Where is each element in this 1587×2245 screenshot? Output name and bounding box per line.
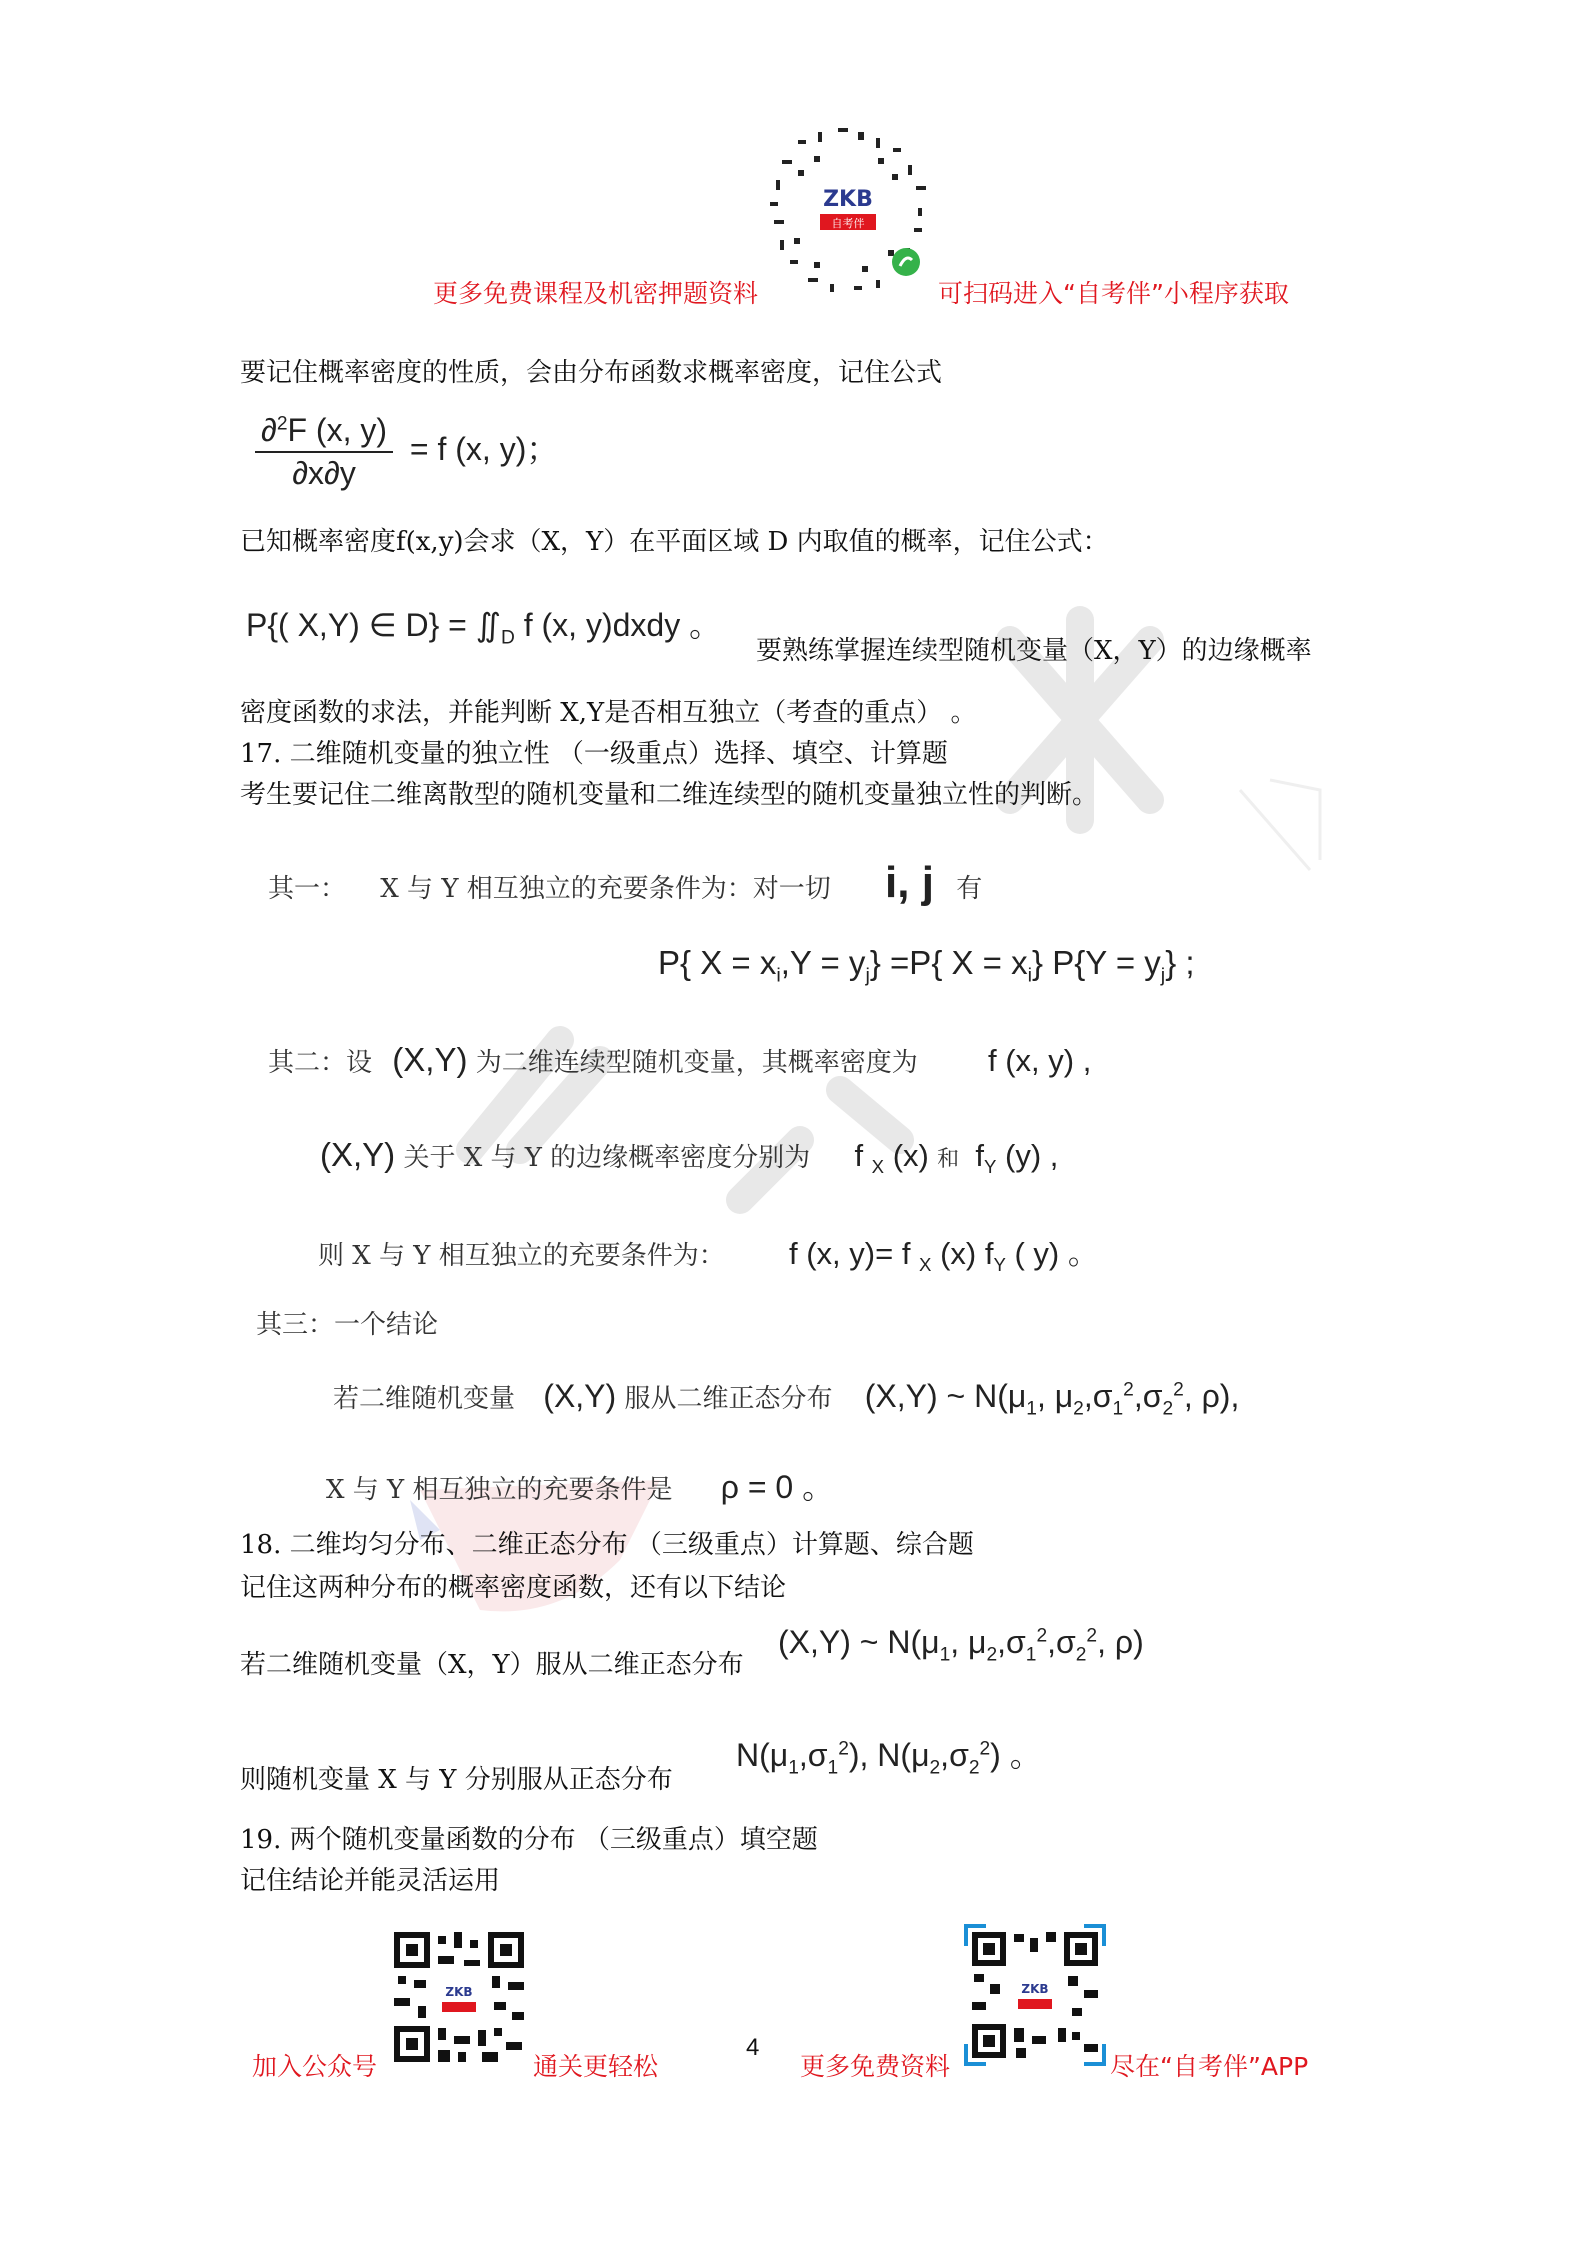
paragraph-3-tail: 要熟练掌握连续型随机变量（X，Y）的边缘概率	[756, 636, 1312, 666]
app-qr[interactable]	[964, 1924, 1106, 2066]
condition-two-line3: 则 X 与 Y 相互独立的充要条件为： f (x, y)= f $_X$ (x) $f_Y$ ( y) 。	[318, 1236, 1099, 1276]
footer-right-more: 更多免费资料	[800, 2052, 951, 2081]
condition-two-prefix: 其二：设	[268, 1048, 373, 1078]
mini-program-code[interactable]	[758, 120, 938, 300]
condition-three-obey: 服从二维正态分布	[624, 1384, 833, 1414]
condition-two-and: 和	[937, 1147, 960, 1172]
condition-two-text: 为二维连续型随机变量，其概率密度为	[475, 1048, 918, 1078]
condition-one	[268, 858, 982, 908]
formula-region-probability: P{( X,Y) ∈ $D\} = ∬_D$ f (x, y)dxdy 。	[246, 607, 722, 649]
condition-one-have: 有	[956, 874, 983, 904]
formula-bivariate-normal: (X,Y) ~ $N(\mu_1$, $\mu_2,\sigma_1^2,\sigma_2^2$, ρ)	[778, 1624, 1144, 1666]
condition-two-line3-text: 则 X 与 Y 相互独立的充要条件为：	[318, 1241, 725, 1271]
condition-two-line2: (X,Y) 关于 X 与 Y 的边缘概率密度分别为 f $_X$ (x) 和 $f_Y$ (y) ,	[320, 1136, 1059, 1178]
app-qr-code-icon	[964, 1924, 1106, 2066]
formula-discrete-independence: P{ $X = x_i,Y = y_j\} =P${ $X = x_i$} $P\{Y = y_j\}$ ;	[658, 944, 1195, 987]
svg-text:自考伴: 自考伴	[831, 217, 865, 230]
header-left-promo: 更多免费课程及机密押题资料	[433, 279, 759, 308]
qr-code-icon	[394, 1932, 524, 2062]
official-account-qr[interactable]	[394, 1932, 524, 2062]
page-number: 4	[746, 2034, 760, 2061]
condition-three-line2-text: X 与 Y 相互独立的充要条件是	[326, 1475, 673, 1505]
mini-program-code-icon	[758, 120, 938, 300]
section-19-desc: 记住结论并能灵活运用	[240, 1866, 501, 1896]
section-18-line1: 若二维随机变量（X，Y）服从二维正态分布	[240, 1650, 744, 1680]
svg-text:ZKB: ZKB	[445, 1985, 473, 1999]
footer-left-join: 加入公众号	[252, 2052, 378, 2081]
condition-three: 若二维随机变量 (X,Y) 服从二维正态分布 (X,Y) ~ $N(\mu_1$, $\mu_2,\sigma_1^2,\sigma_2^2$, ρ),	[333, 1378, 1240, 1420]
section-18-title: 18. 二维均匀分布、二维正态分布 （三级重点）计算题、综合题	[240, 1530, 974, 1560]
section-18-desc: 记住这两种分布的概率密度函数，还有以下结论	[240, 1573, 787, 1603]
condition-one-prefix: 其一：	[268, 874, 347, 904]
paragraph-4: 密度函数的求法，并能判断 X,Y是否相互独立（考查的重点） 。	[240, 698, 977, 728]
footer-right-app: 尽在“自考伴”APP	[1110, 2052, 1309, 2081]
condition-three-title: 其三：一个结论	[256, 1310, 439, 1340]
paragraph-2: 已知概率密度f(x,y)会求（X，Y）在平面区域 D 内取值的概率，记住公式：	[240, 527, 1109, 557]
condition-one-text: X 与 Y 相互独立的充要条件为：对一切	[380, 874, 831, 904]
condition-three-text: 若二维随机变量	[333, 1384, 516, 1414]
svg-text:ZKB: ZKB	[1021, 1982, 1049, 1996]
section-17-desc: 考生要记住二维离散型的随机变量和二维连续型的随机变量独立性的判断。	[240, 780, 1099, 810]
condition-two: 其二：设 (X,Y) 为二维连续型随机变量，其概率密度为 f (x, y) ,	[268, 1041, 1092, 1078]
section-18-line2: 则随机变量 X 与 Y 分别服从正态分布	[240, 1765, 673, 1795]
paragraph-1: 要记住概率密度的性质，会由分布函数求概率密度，记住公式	[240, 358, 943, 388]
svg-text:ZKB: ZKB	[823, 187, 873, 212]
section-19-title: 19. 两个随机变量函数的分布 （三级重点）填空题	[240, 1825, 818, 1855]
section-17-title: 17. 二维随机变量的独立性 （一级重点）选择、填空、计算题	[240, 739, 948, 769]
formula-partial-derivative: $\frac{\partial^2F (x, y)}{\partial x\partial y}$ = f (x, y)；	[255, 412, 558, 492]
footer-left-pass: 通关更轻松	[533, 2052, 659, 2081]
header-right-promo: 可扫码进入“自考伴”小程序获取	[938, 279, 1289, 308]
formula-marginal-normal: $N(\mu_1,\sigma_1^2)$, $N(\mu_2,\sigma_2^2)$ 。	[736, 1737, 1042, 1779]
condition-one-ij: i, j	[885, 858, 934, 907]
condition-three-line2: X 与 Y 相互独立的充要条件是 ρ = 0 。	[326, 1469, 835, 1505]
condition-two-line2-text: 关于 X 与 Y 的边缘概率密度分别为	[403, 1143, 811, 1173]
